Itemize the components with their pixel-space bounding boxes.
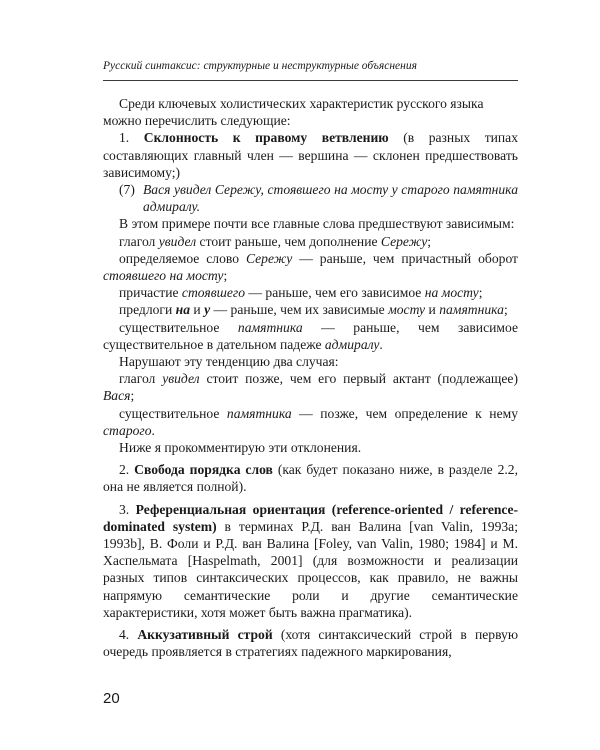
- item-1-title: Склонность к правому ветвлению: [143, 130, 389, 146]
- example-number: (7): [119, 182, 135, 198]
- paragraph-in-this-example: В этом примере почти все главные слова предшествуют зависимым:: [119, 216, 515, 232]
- paragraph-violations: Нарушают эту тенденцию два случая:: [119, 354, 339, 370]
- item-2-title: Свобода порядка слов: [134, 462, 273, 478]
- list1-item-prepositions: предлоги на и у — раньше, чем их зависимые мосту и памятника;: [119, 302, 508, 318]
- example-7: [103, 181, 518, 215]
- running-header: Русский синтаксис: структурные и неструктурные объяснения: [103, 60, 417, 72]
- body-text: [103, 95, 518, 661]
- item-3-paragraph: 3. Референциальная ориентация (reference-oriented / reference-dominated system) в терминах Р.Д. ван Валина [van Valin, 1993a; 1993b], В. Фоли и Р.Д. ван Валина [Foley, van Valin, 1980; 1984] и М. Хаспельмата [Haspelmath, 2001] (для возможности и реализации разных типов синтаксических процессов, как правило, не важны напрямую семантические роли и другие семантические характеристики, хотя может быть важна прагматика).: [103, 501, 519, 620]
- list1-item-noun-dative: существительное памятника — раньше, чем зависимое существительное в дательном падеже адмиралу.: [103, 319, 518, 352]
- item-4-title: Аккузативный строй: [137, 627, 273, 643]
- item-2-paragraph: 2. Свобода порядка слов (как будет показано ниже, в разделе 2.2, она не является полной).: [103, 462, 518, 495]
- list1-item-participle: причастие стоявшего — раньше, чем его зависимое на мосту;: [119, 285, 483, 301]
- page-number: 20: [103, 690, 120, 707]
- example-sentence: Вася увидел Сережу, стоявшего на мосту у старого памятника адмиралу.: [143, 182, 518, 215]
- item-4-paragraph: 4. Аккузативный строй (хотя синтаксический строй в первую очередь проявляется в стратегиях падежного маркирования,: [103, 627, 518, 660]
- item-1-paragraph: 1. Склонность к правому ветвлению (в разных типах составляющих главный член — вершина — склонен предшествовать зависимому;): [103, 130, 519, 180]
- paragraph-comment: Ниже я прокомментирую эти отклонения.: [119, 440, 362, 456]
- header-rule: [103, 80, 518, 81]
- list1-item-verb: глагол увидел стоит раньше, чем дополнение Сережу;: [119, 233, 432, 249]
- intro-paragraph: Среди ключевых холистических характеристик русского языка можно перечислить следующие:: [103, 96, 484, 129]
- item-3-title: Референциальная ориентация (reference-oriented / reference-dominated system): [103, 501, 519, 534]
- list1-item-noun: определяемое слово Сережу — раньше, чем причастный оборот стоявшего на мосту;: [103, 250, 518, 284]
- list2-item-verb: глагол увидел стоит позже, чем его первый актант (подлежащее) Вася;: [103, 371, 518, 404]
- list2-item-noun: существительное памятника — позже, чем определение к нему старого.: [103, 405, 518, 438]
